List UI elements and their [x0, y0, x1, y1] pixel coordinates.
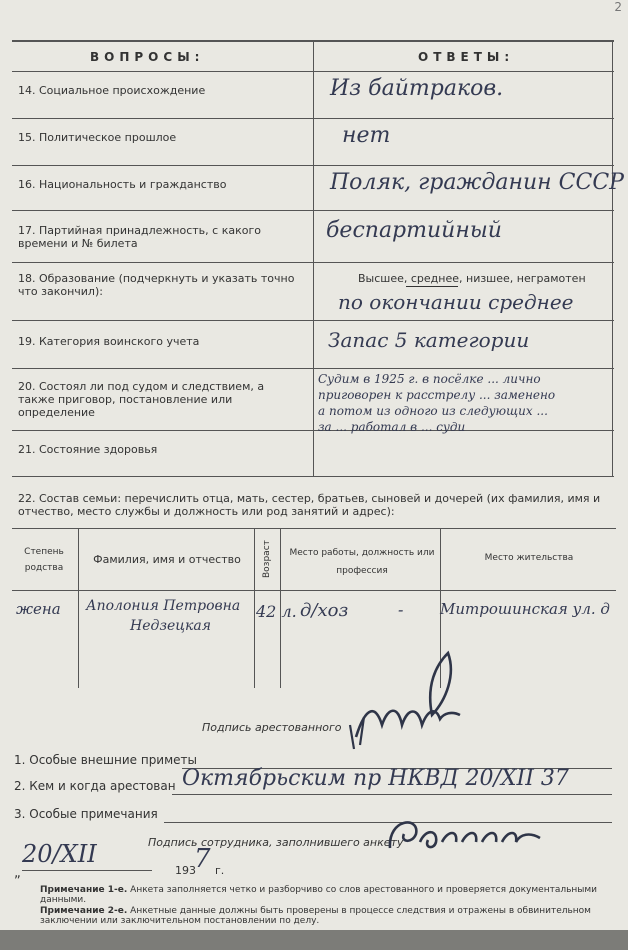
row-divider — [12, 262, 614, 263]
question-14: 14. Социальное происхождение — [18, 84, 206, 97]
question-19: 19. Категория воинского учета — [18, 335, 200, 348]
question-20: 20. Состоял ли под судом и следствием, а также приговор, постановление или определение — [18, 380, 265, 419]
family-col-divider — [78, 528, 79, 688]
question-17: 17. Партийная принадлежность, с какого времени и № билета — [18, 224, 261, 250]
page-number: 2 — [614, 0, 622, 14]
education-options: Высшее, среднее, низшее, неграмотен — [358, 272, 586, 285]
row-divider — [12, 165, 614, 166]
family-residence: Митрошинская ул. д — [440, 600, 610, 618]
item-2-answer: Октябрьским пр НКВД 20/XII 37 — [182, 766, 569, 791]
date-day-line — [22, 870, 152, 871]
date-year-suffix: 7 — [194, 844, 211, 874]
answer-20-line-1: Судим в 1925 г. в посёлке ... лично — [318, 372, 541, 386]
scan-edge — [0, 930, 628, 950]
questions-header: ВОПРОСЫ: — [90, 50, 205, 64]
date-quote: „ — [14, 866, 21, 881]
col-name: Фамилия, имя и отчество — [93, 553, 241, 566]
officer-signature — [380, 808, 550, 864]
note-2 — [40, 906, 610, 926]
answer-20-line-4: за ... работал в ... суди — [318, 420, 466, 434]
date-year-label: г. — [215, 864, 225, 877]
item-3: 3. Особые примечания — [14, 807, 158, 821]
family-name-line2: Недзецкая — [130, 618, 212, 634]
family-table-top — [12, 528, 616, 529]
family-col-divider — [254, 528, 255, 688]
note-2-text: Анкетные данные должны быть проверены в процессе следствия и отражены в обвинительном заключении или заключительном постановлении по делу. — [40, 906, 591, 926]
family-relation: жена — [16, 600, 61, 618]
row-divider — [12, 210, 614, 211]
education-underline — [406, 286, 458, 287]
row-divider — [12, 368, 614, 369]
question-16: 16. Национальность и гражданство — [18, 178, 227, 191]
note-1 — [40, 885, 610, 905]
item-2: 2. Кем и когда арестован — [14, 779, 176, 793]
row-divider — [12, 320, 614, 321]
signature-arrested-label: Подпись арестованного — [202, 721, 342, 734]
answer-17: беспартийный — [326, 218, 502, 243]
family-name-line1: Аполония Петровна — [86, 598, 241, 614]
col-relation: Степень родства — [24, 547, 64, 573]
table-right-border — [612, 40, 613, 477]
row-divider — [12, 430, 614, 431]
answer-14: Из байтраков. — [330, 76, 504, 101]
answer-15: нет — [342, 123, 391, 148]
question-22: 22. Состав семьи: перечислить отца, мать, сестер, братьев, сыновей и дочерей (их фамилия, имя и отчество, место службы и должность или род занятий и адрес): — [18, 492, 601, 518]
table-bottom-border — [12, 476, 614, 477]
column-divider — [313, 40, 314, 477]
arrested-signature — [336, 645, 468, 755]
family-work-dash: - — [398, 600, 404, 619]
col-age: Возраст — [262, 540, 272, 578]
row-divider — [12, 118, 614, 119]
answer-20-line-3: а потом из одного из следующих ... — [318, 404, 548, 418]
item-2-line — [172, 794, 612, 795]
signature-officer-label: Подпись сотрудника, заполнившего анкету — [148, 836, 404, 849]
family-table-header-bottom — [12, 590, 616, 591]
answer-18: по окончании среднее — [338, 290, 574, 314]
col-work: Место работы, должность или профессия — [289, 548, 435, 576]
answers-header: ОТВЕТЫ: — [418, 50, 515, 64]
note-1-label: Примечание 1-е. — [40, 885, 128, 895]
question-15: 15. Политическое прошлое — [18, 131, 177, 144]
answer-19: Запас 5 категории — [328, 328, 530, 352]
date-day: 20/XII — [22, 840, 97, 868]
item-1: 1. Особые внешние приметы — [14, 753, 198, 767]
note-1-text: Анкета заполняется четко и разборчиво со слов арестованного и проверяется документальными данными. — [40, 885, 598, 905]
family-work: д/хоз — [300, 600, 349, 621]
family-age: 42 л. — [256, 602, 297, 621]
col-residence: Место жительства — [484, 553, 574, 563]
answer-16: Поляк, гражданин СССР — [330, 170, 624, 195]
answer-20-line-2: приговорен к расстрелу ... заменено — [318, 388, 556, 402]
question-18: 18. Образование (подчеркнуть и указать точно что закончил): — [18, 272, 295, 298]
question-21: 21. Состояние здоровья — [18, 443, 158, 456]
date-year-prefix: 193 — [175, 864, 196, 877]
note-2-label: Примечание 2-е. — [40, 906, 128, 916]
